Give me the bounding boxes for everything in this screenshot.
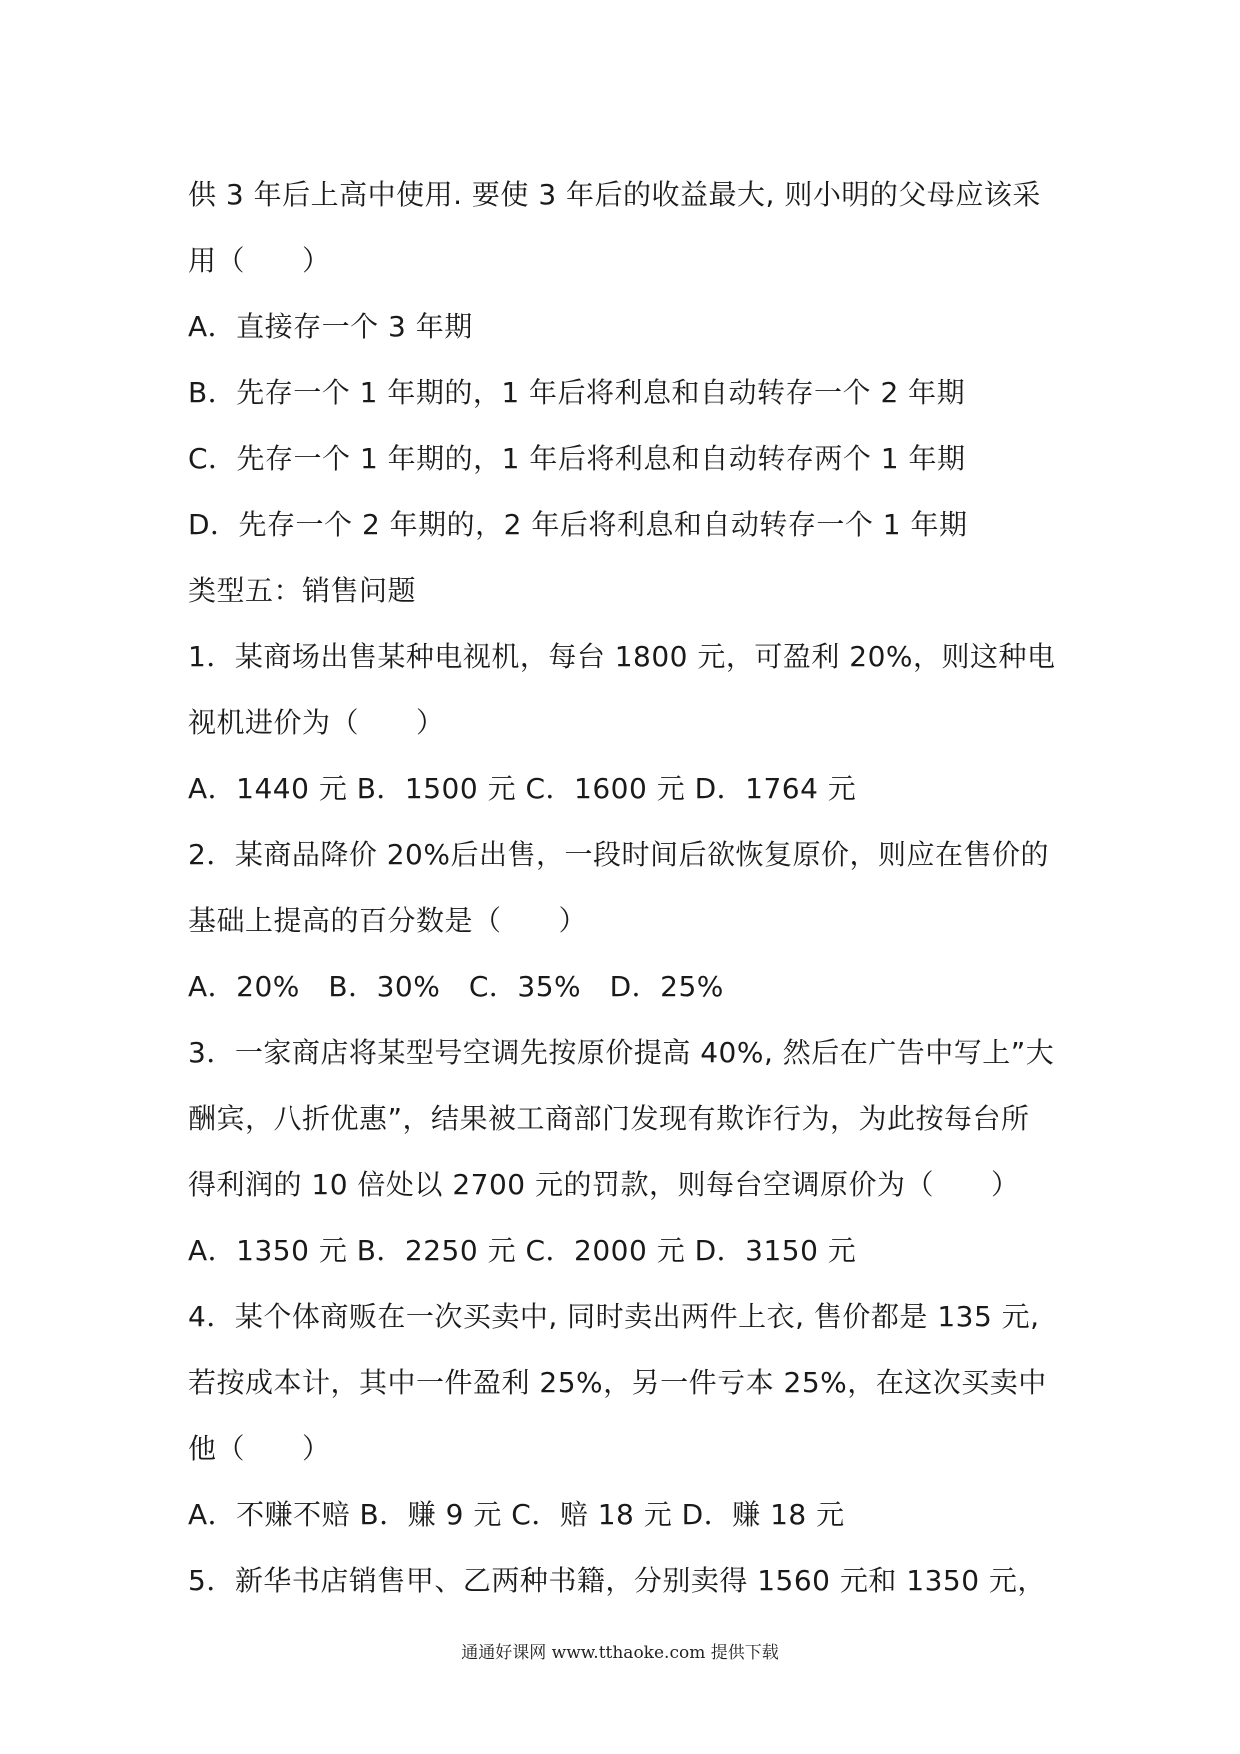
option-line: A．不赚不赔 B．赚 9 元 C．赔 18 元 D．赚 18 元 (188, 1498, 845, 1531)
question-line: 2．某商品降价 20%后出售，一段时间后欲恢复原价，则应在售价的 (188, 838, 1049, 871)
option-line: D．先存一个 2 年期的，2 年后将利息和自动转存一个 1 年期 (188, 508, 968, 541)
document-body (188, 162, 1068, 1614)
question-line: 他（ ） (188, 1432, 331, 1465)
option-line: A．1350 元 B．2250 元 C．2000 元 D．3150 元 (188, 1234, 857, 1267)
option-line: A．直接存一个 3 年期 (188, 310, 473, 343)
question-line: 得利润的 10 倍处以 2700 元的罚款，则每台空调原价为（ ） (188, 1168, 1020, 1201)
option-line: A．20% B．30% C．35% D．25% (188, 970, 724, 1003)
question-line: 3．一家商店将某型号空调先按原价提高 40%, 然后在广告中写上”大 (188, 1036, 1055, 1069)
question-line: 基础上提高的百分数是（ ） (188, 904, 588, 937)
question-line: 1．某商场出售某种电视机，每台 1800 元，可盈利 20%，则这种电 (188, 640, 1056, 673)
question-line: 4．某个体商贩在一次买卖中, 同时卖出两件上衣, 售价都是 135 元, (188, 1300, 1040, 1333)
question-line: 5．新华书店销售甲、乙两种书籍，分别卖得 1560 元和 1350 元， (188, 1564, 1046, 1597)
question-line: 视机进价为（ ） (188, 706, 445, 739)
option-line: B．先存一个 1 年期的，1 年后将利息和自动转存一个 2 年期 (188, 376, 966, 409)
text-line: 用（ ） (188, 244, 331, 277)
text-line: 供 3 年后上高中使用. 要使 3 年后的收益最大, 则小明的父母应该采 (188, 178, 1041, 211)
option-line: C．先存一个 1 年期的，1 年后将利息和自动转存两个 1 年期 (188, 442, 966, 475)
section-heading: 类型五：销售问题 (188, 574, 417, 607)
question-line: 若按成本计，其中一件盈利 25%，另一件亏本 25%，在这次买卖中 (188, 1366, 1047, 1399)
page-footer: 通通好课网 www.tthaoke.com 提供下载 (461, 1643, 779, 1663)
option-line: A．1440 元 B．1500 元 C．1600 元 D．1764 元 (188, 772, 857, 805)
question-line: 酬宾，八折优惠”，结果被工商部门发现有欺诈行为，为此按每台所 (188, 1102, 1030, 1135)
